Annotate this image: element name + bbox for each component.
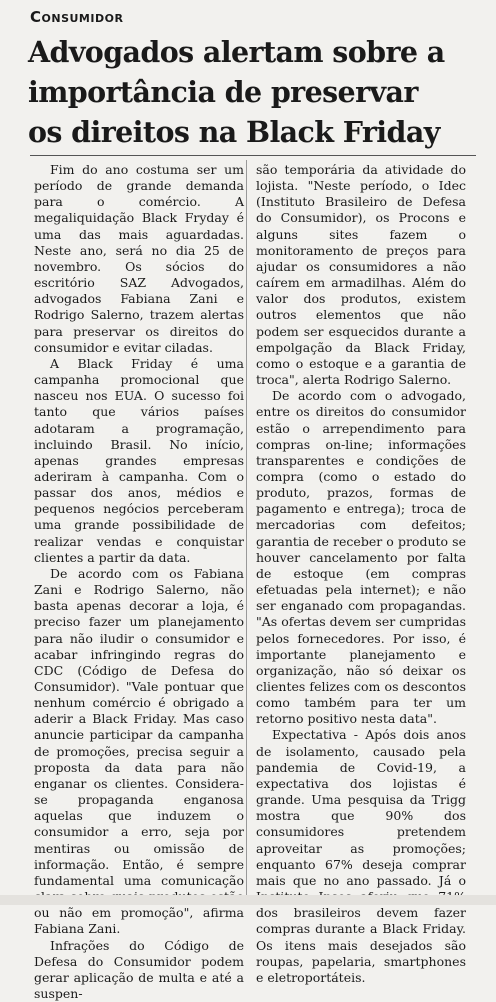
paragraph: A Black Friday é uma campanha promocional que nasceu nos EUA. O sucesso foi tanto que vários países adotaram a programação, incluindo Brasil. No início, apenas grandes empresas aderiram à campanha. Com o passar dos anos, médios e pequenos negócios perceberam uma grande possibilidade de realizar vendas e conquistar clientes a partir da data. xyxy=(34,356,244,566)
divider xyxy=(30,155,476,156)
article-column-left xyxy=(34,162,244,1002)
section-label: Consumidor xyxy=(30,8,123,26)
paragraph: Fim do ano costuma ser um período de grande demanda para o comércio. A megaliquidação Black Fryday é uma das mais aguardadas. Neste ano, será no dia 25 de novembro. Os sócios do escritório SAZ Advogados, advogados Fabiana Zani e Rodrigo Salerno, trazem alertas para preservar os direitos do consumidor e evitar ciladas. xyxy=(34,162,244,356)
paragraph: Infrações do Código de Defesa do Consumidor podem gerar aplicação de multa e até a suspen- xyxy=(34,938,244,1002)
page-edge xyxy=(0,895,496,905)
paragraph: Expectativa - Após dois anos de isolamento, causado pela pandemia de Covid-19, a expectativa dos lojistas é grande. Uma pesquisa da Trigg mostra que 90% dos consumidores pretendem aproveitar as promoções; enquanto 67% deseja comprar mais que no ano passado. Já o dos brasileiros devem fazer compras durante a Black Friday. Os itens mais desejados são roupas, papelaria, smartphones e eletroportáteis. xyxy=(256,727,466,986)
column-divider xyxy=(246,160,247,895)
paragraph: De acordo com o advogado, entre os direitos do consumidor estão o arrependimento para compras on-line; informações transparentes e condições de compra (como o estado do produto, prazos, formas de pagamento e entrega); troca de mercadorias com defeitos; garantia de receber o produto se houver cancelamento por falta de estoque (em compras efetuadas pela internet); e não ser enganado com propagandas. "As ofertas devem ser cumpridas pelos fornecedores. Por isso, é importante planejamento e organização, não só deixar os clientes felizes com os descontos como também para ter um retorno positivo nesta data". xyxy=(256,388,466,727)
headline: Advogados alertam sobre a importância de preservar os direitos na Black Friday xyxy=(28,32,488,152)
paragraph-continued: são temporária da atividade do lojista. "Neste período, o Idec (Instituto Brasileiro de Defesa do Consumidor), os Procons e alguns sites fazem o monitoramento de preços para ajudar os consumidores a não caírem em armadilhas. Além do valor dos produtos, existem outros elementos que não podem ser esquecidos durante a empolgação da Black Friday, como o estoque e a garantia de troca", alerta Rodrigo Salerno. xyxy=(256,162,466,388)
paragraph: De acordo com os Fabiana Zani e Rodrigo Salerno, não basta apenas decorar a loja, é preciso fazer um planejamento para não iludir o consumidor e acabar infringindo regras do CDC (Código de Defesa do Consumidor). "Vale pontuar que nenhum comércio é obrigado a aderir a Black Friday. Mas caso anuncie participar da campanha de promoções, precisa seguir a proposta da data para não enganar os clientes. Considera-se propaganda enganosa aquelas que induzem o consumidor a erro, seja por mentiras ou omissão de informação. Então, é sempre fundamental uma comunicação ou não em promoção", afirma Fabiana Zani. xyxy=(34,566,244,938)
article-column-right xyxy=(256,162,466,986)
